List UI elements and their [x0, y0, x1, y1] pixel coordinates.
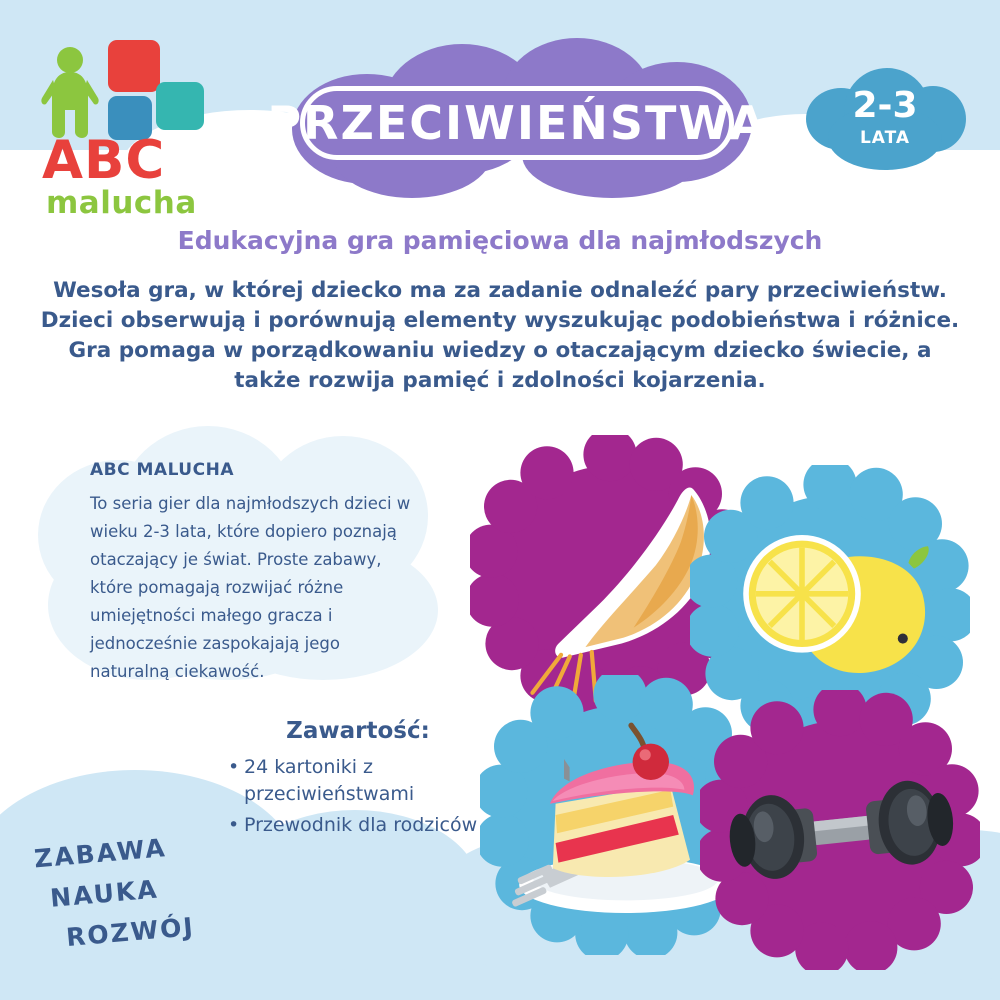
contents-list [228, 754, 488, 839]
contents-section [228, 718, 488, 843]
info-cloud [28, 420, 458, 690]
dumbbell-icon [700, 690, 980, 970]
slogan [28, 832, 208, 952]
lead-paragraph: Wesoła gra, w której dziecko ma za zadanie odnaleźć pary przeciwieństw. Dzieci obserwują i porównują elementy wyszukując podobieństwa i różnice. Gra pomaga w porządkowaniu wiedzy o otaczającym dziecko świecie, a także rozwija pamięć i zdolności kojarzenia. [40, 278, 960, 393]
title-banner [267, 86, 767, 160]
page-title: PRZECIWIEŃSTWA [267, 96, 767, 150]
age-badge-unit: LATA [859, 128, 911, 148]
child-figure-icon [40, 46, 100, 138]
slogan-line-1: ZABAWA [33, 833, 168, 874]
slogan-line-2: NAUKA [48, 874, 160, 913]
age-badge-value: 2-3 [852, 85, 918, 126]
list-item: • 24 kartoniki z przeciwieństwami [228, 754, 488, 808]
list-item: • Przewodnik dla rodziców [228, 812, 488, 839]
logo-abc-text: ABC [42, 130, 166, 191]
slogan-line-3: ROZWÓJ [64, 912, 196, 953]
info-text: To seria gier dla najmłodszych dzieci w wieku 2-3 lata, które dopiero poznają otaczający je świat. Proste zabawy, które pomagają rozwijać różne umiejętności małego gracza i jednocześnie zaspokajają jego naturalną ciekawość. [90, 494, 411, 681]
logo-malucha-text: malucha [46, 185, 197, 221]
age-badge [800, 60, 970, 180]
subtitle: Edukacyjna gra pamięciowa dla najmłodszych [177, 226, 823, 255]
logo-blocks-icon [22, 22, 207, 137]
title-cloud [267, 38, 767, 200]
contents-title: Zawartość: [286, 718, 430, 744]
dumbbell-token [700, 690, 980, 970]
info-title: ABC MALUCHA [90, 460, 234, 480]
brand-logo [22, 22, 252, 221]
token-group [470, 435, 980, 945]
